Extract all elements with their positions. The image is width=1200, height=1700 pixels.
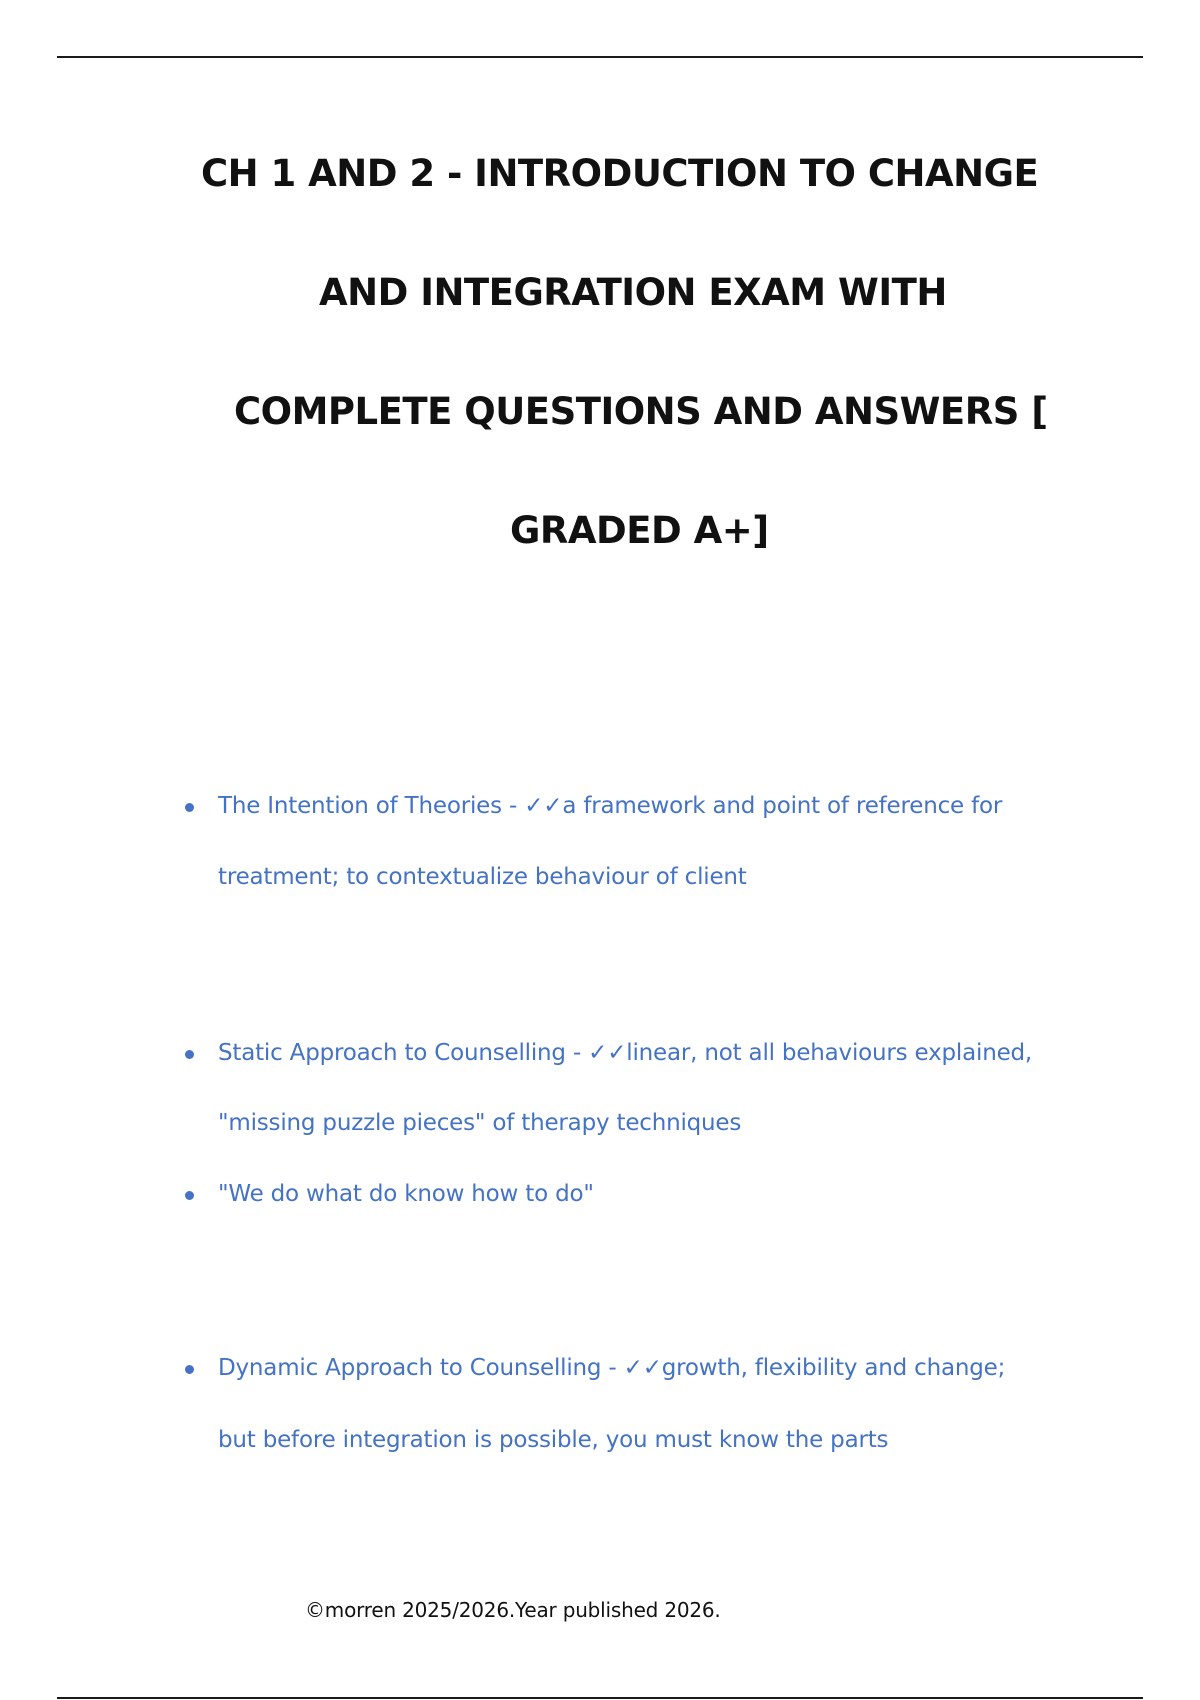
list-item-text: "missing puzzle pieces" of therapy techniques bbox=[218, 1110, 742, 1136]
bullet-dot-icon bbox=[185, 1365, 194, 1374]
list-item-text: treatment; to contextualize behaviour of client bbox=[218, 864, 747, 890]
list-item-text: Static Approach to Counselling - ✓✓linear, not all behaviours explained, bbox=[218, 1040, 1033, 1066]
title-line-3: COMPLETE QUESTIONS AND ANSWERS [ bbox=[234, 390, 1048, 433]
copyright-footer: ©morren 2025/2026.Year published 2026. bbox=[305, 1598, 721, 1622]
title-line-2: AND INTEGRATION EXAM WITH bbox=[319, 271, 947, 314]
list-item-text: "We do what do know how to do" bbox=[218, 1181, 594, 1207]
title-line-4: GRADED A+] bbox=[510, 509, 769, 552]
bullet-dot-icon bbox=[185, 1050, 194, 1059]
bullet-dot-icon bbox=[185, 1191, 194, 1200]
list-item-text: Dynamic Approach to Counselling - ✓✓growth, flexibility and change; bbox=[218, 1355, 1006, 1381]
list-item-text: The Intention of Theories - ✓✓a framework and point of reference for bbox=[218, 793, 1003, 819]
title-line-1: CH 1 AND 2 - INTRODUCTION TO CHANGE bbox=[201, 152, 1039, 195]
top-rule bbox=[57, 56, 1143, 58]
bullet-dot-icon bbox=[185, 803, 194, 812]
bottom-rule bbox=[57, 1697, 1143, 1699]
list-item-text: but before integration is possible, you must know the parts bbox=[218, 1427, 889, 1453]
